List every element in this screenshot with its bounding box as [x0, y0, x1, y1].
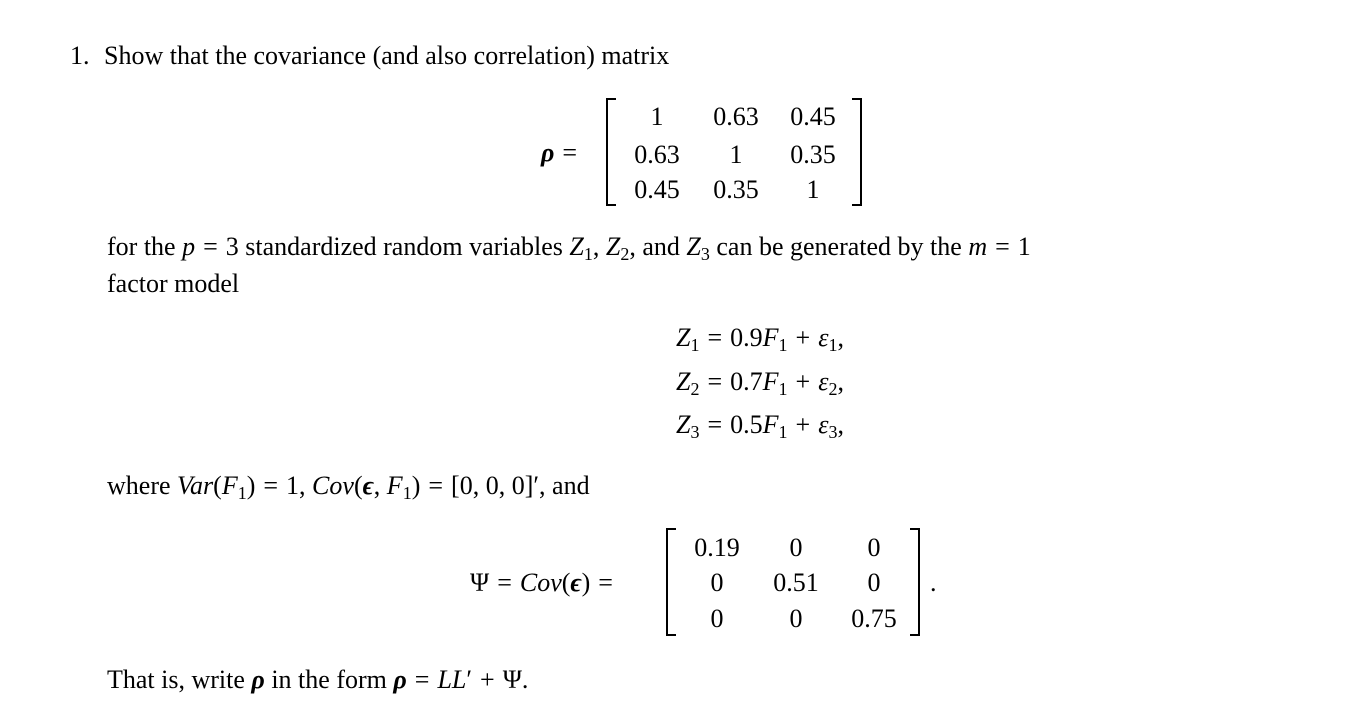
rho-cell-2-3: 0.35 — [790, 140, 836, 169]
psi-cell-2-1: 0 — [710, 568, 724, 597]
rho-cell-2-1: 0.63 — [634, 140, 680, 169]
factor-equation-2: $Z_2 = 0.7F_1 + \varepsilon_2$, — [676, 367, 844, 399]
psi-cell-3-1: 0 — [710, 604, 724, 633]
rho-lhs: ρ = — [541, 138, 578, 167]
psi-cell-3-2: 0 — [789, 604, 803, 633]
psi-cell-1-2: 0 — [789, 533, 803, 562]
psi-cell-1-3: 0 — [867, 533, 881, 562]
psi-lhs: Ψ = Cov(ϵ) = — [470, 568, 613, 597]
rho-cell-1-1: 1 — [650, 102, 664, 131]
psi-matrix — [666, 528, 920, 636]
problem-number: 1. — [70, 41, 90, 70]
psi-cell-2-3: 0 — [867, 568, 881, 597]
rho-cell-2-2: 1 — [729, 140, 743, 169]
psi-cell-2-2: 0.51 — [773, 568, 819, 597]
middle-text-line1: for the p = 3 standardized random variables $Z_1$, $Z_2$, and $Z_3$ can be generated by the m = 1 — [107, 232, 1031, 264]
psi-cell-3-3: 0.75 — [851, 604, 897, 633]
where-text: where $Var(F_1) = 1$, Cov(ϵ, $F_1) = [0$, 0, 0]′, and — [107, 471, 590, 503]
psi-period: . — [930, 568, 937, 597]
rho-cell-3-3: 1 — [806, 175, 820, 204]
middle-text-line2: factor model — [107, 269, 240, 298]
closing-line: That is, write ρ in the form ρ = LL′ + Ψ. — [107, 665, 529, 694]
problem-intro: Show that the covariance (and also correlation) matrix — [104, 41, 670, 70]
rho-cell-1-2: 0.63 — [713, 102, 759, 131]
factor-equation-3: $Z_3 = 0.5F_1 + \varepsilon_3$, — [676, 410, 844, 442]
rho-matrix — [606, 98, 862, 206]
psi-cell-1-1: 0.19 — [694, 533, 740, 562]
rho-cell-1-3: 0.45 — [790, 102, 836, 131]
problem-statement-line1 — [70, 43, 669, 69]
rho-cell-3-1: 0.45 — [634, 175, 680, 204]
rho-cell-3-2: 0.35 — [713, 175, 759, 204]
factor-equation-1: $Z_1 = 0.9F_1 + \varepsilon_1$, — [676, 323, 844, 355]
